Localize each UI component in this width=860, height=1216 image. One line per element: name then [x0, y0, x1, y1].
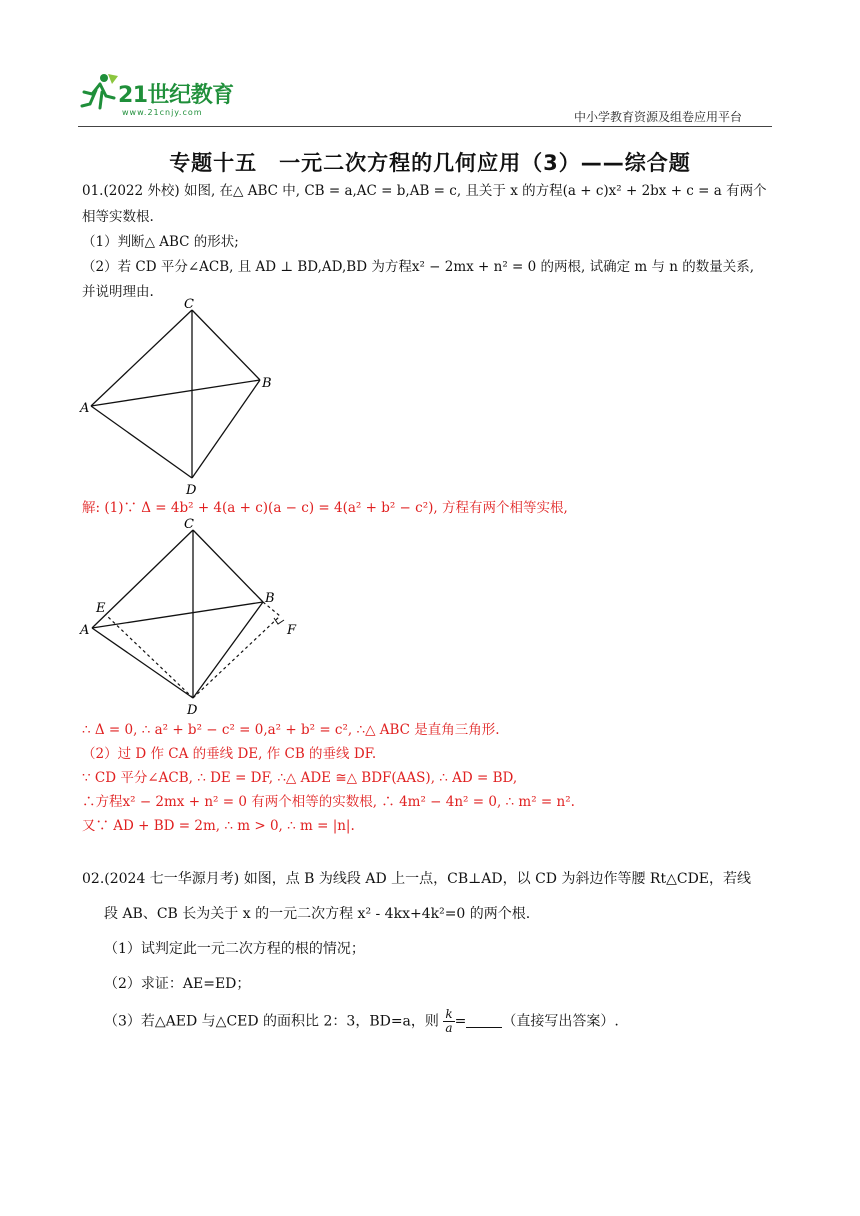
q1-figure: [80, 298, 280, 498]
label-f: F: [287, 623, 297, 638]
q2-part1: （1）试判定此一元二次方程的根的情况；: [104, 941, 365, 957]
equals-sign: =: [454, 1013, 467, 1030]
q2-part3-suffix: （直接写出答案）.: [502, 1013, 619, 1030]
label-c: C: [184, 517, 194, 532]
logo-text: 21世纪教育: [118, 83, 234, 108]
q1-stem-line2: 相等实数根.: [82, 209, 154, 225]
label-c: C: [184, 297, 194, 312]
segment-bd: [193, 602, 263, 698]
label-b: B: [265, 591, 275, 606]
runner-icon: [78, 72, 122, 112]
solution-figure: [80, 517, 310, 720]
solution-line2: ∴ Δ = 0, ∴ a² + b² − c² = 0,a² + b² = c², ∴△ ABC 是直角三角形.: [82, 722, 500, 738]
segment-de-dashed: [106, 615, 193, 698]
label-a: A: [80, 623, 90, 638]
q2-part3: [104, 1008, 619, 1035]
page-header: [78, 68, 772, 128]
q2-stem-line1: 02.(2024 七一华源月考) 如图，点 B 为线段 AD 上一点，CB⊥AD，以 CD 为斜边作等腰 Rt△CDE，若线: [82, 871, 752, 887]
segment-ad: [91, 406, 192, 478]
label-b: B: [262, 376, 272, 391]
solution-line6: 又∵ AD + BD = 2m, ∴ m > 0, ∴ m = |n|.: [82, 818, 355, 834]
q2-part3-text: （3）若△AED 与△CED 的面积比 2：3，BD=a，则: [104, 1013, 439, 1030]
q1-part1: （1）判断△ ABC 的形状;: [82, 234, 239, 250]
label-d: D: [186, 483, 197, 498]
fraction-numerator: k: [445, 1007, 453, 1021]
segment-ad: [92, 628, 193, 698]
logo: [78, 68, 278, 124]
segment-ac: [92, 530, 193, 628]
segment-cb: [193, 530, 263, 602]
solution-line4: ∵ CD 平分∠ACB, ∴ DE = DF, ∴△ ADE ≅△ BDF(AAS), ∴ AD = BD,: [82, 770, 518, 786]
q2-stem-line2: 段 AB、CB 长为关于 x 的一元二次方程 x² - 4kx+4k²=0 的两个根.: [104, 906, 531, 922]
q1-part2-line2: 并说明理由.: [82, 284, 154, 300]
segment-df-dashed: [193, 616, 280, 698]
platform-name: 中小学教育资源及组卷应用平台: [573, 110, 742, 124]
page-title: 专题十五 一元二次方程的几何应用（3）——综合题: [169, 151, 691, 175]
label-a: A: [80, 401, 90, 416]
segment-ab: [91, 380, 260, 406]
right-angle-mark: [274, 618, 284, 624]
answer-blank[interactable]: [466, 1013, 502, 1028]
label-e: E: [96, 601, 106, 616]
label-d: D: [187, 703, 198, 718]
logo-url: www.21cnjy.com: [122, 108, 203, 117]
fraction-k-over-a: [443, 1008, 454, 1035]
segment-cb: [192, 310, 260, 380]
q1-stem-line1: 01.(2022 外校) 如图, 在△ ABC 中, CB = a,AC = b,AB = c, 且关于 x 的方程(a + c)x² + 2bx + c = a 有两个: [82, 183, 767, 199]
q1-part2-line1: （2）若 CD 平分∠ACB, 且 AD ⊥ BD,AD,BD 为方程x² − 2mx + n² = 0 的两根, 试确定 m 与 n 的数量关系,: [82, 259, 755, 275]
q2-part2: （2）求证：AE=ED；: [104, 976, 251, 992]
solution-line3: （2）过 D 作 CA 的垂线 DE, 作 CB 的垂线 DF.: [82, 746, 377, 762]
segment-ab: [92, 602, 263, 628]
solution-line1: 解: (1)∵ Δ = 4b² + 4(a + c)(a − c) = 4(a² + b² − c²), 方程有两个相等实根,: [82, 500, 568, 516]
segment-bd: [192, 380, 260, 478]
segment-ac: [91, 310, 192, 406]
header-divider: [78, 126, 772, 127]
fraction-denominator: a: [445, 1021, 453, 1035]
solution-line5: ∴方程x² − 2mx + n² = 0 有两个相等的实数根, ∴ 4m² − 4n² = 0, ∴ m² = n².: [82, 794, 575, 810]
